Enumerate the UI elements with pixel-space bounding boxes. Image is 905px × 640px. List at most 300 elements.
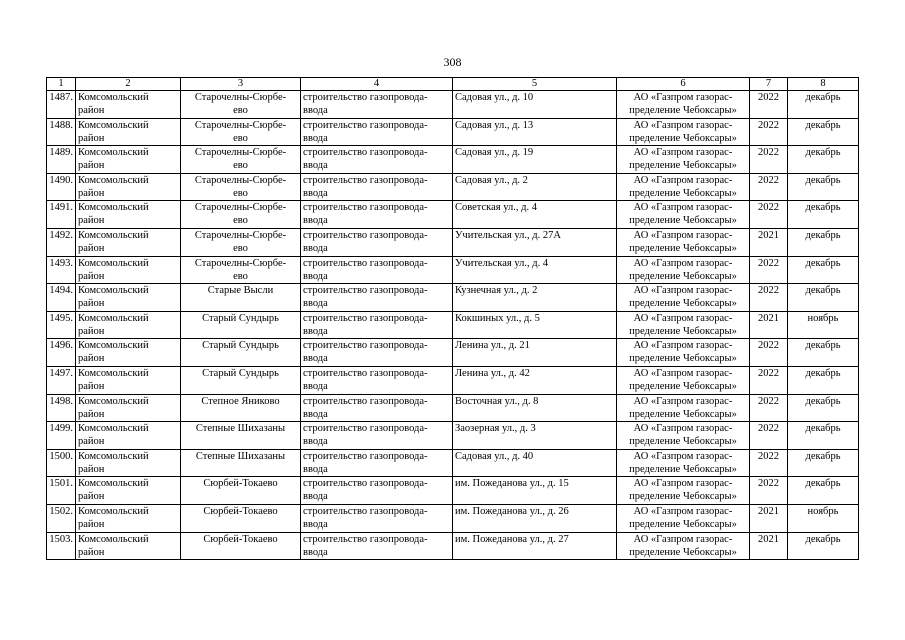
- address-cell: [453, 256, 617, 284]
- settlement-cell: [181, 477, 301, 505]
- row-number-cell: [47, 228, 76, 256]
- year-cell-line: 2022: [758, 147, 779, 159]
- column-header: 4: [301, 78, 453, 91]
- organization-cell: [617, 118, 750, 146]
- settlement-cell-line: ево: [233, 187, 248, 199]
- year-cell: [750, 146, 788, 174]
- district-cell: [76, 173, 181, 201]
- year-cell-line: 2021: [758, 229, 779, 241]
- row-number-cell-line: 1497.: [49, 367, 73, 379]
- year-cell-line: 2022: [758, 92, 779, 103]
- row-number-cell: [47, 201, 76, 229]
- address-cell: [453, 311, 617, 339]
- address-cell-line: Садовая ул., д. 2: [455, 174, 528, 186]
- month-cell-line: декабрь: [805, 340, 841, 352]
- settlement-cell-line: Старочелны-Сюрбе-: [194, 257, 287, 269]
- organization-cell-line: АО «Газпром газорас-: [633, 92, 733, 103]
- work-type-cell-line: ввода: [303, 463, 328, 475]
- month-cell-line: декабрь: [805, 367, 841, 379]
- organization-cell-line: пределение Чебоксары»: [629, 187, 737, 199]
- year-cell-line: 2022: [758, 202, 779, 214]
- district-cell-line: район: [78, 408, 105, 420]
- district-cell-line: район: [78, 518, 105, 530]
- table-row: [47, 91, 859, 119]
- district-cell-line: Комсомольский: [78, 533, 149, 545]
- work-type-cell: [301, 256, 453, 284]
- address-cell: [453, 118, 617, 146]
- district-cell-line: Комсомольский: [78, 423, 149, 435]
- work-type-cell-line: ввода: [303, 546, 328, 558]
- district-cell: [76, 201, 181, 229]
- district-cell: [76, 91, 181, 119]
- address-cell-line: Садовая ул., д. 19: [455, 147, 534, 159]
- settlement-cell-line: Сюрбей-Токаево: [203, 478, 278, 490]
- row-number-cell: [47, 146, 76, 174]
- district-cell-line: район: [78, 215, 105, 227]
- organization-cell: [617, 228, 750, 256]
- month-cell: [788, 173, 859, 201]
- organization-cell-line: пределение Чебоксары»: [629, 491, 737, 503]
- row-number-cell-line: 1503.: [49, 533, 73, 545]
- organization-cell-line: АО «Газпром газорас-: [633, 423, 733, 435]
- work-type-cell-line: строительство газопровода-: [303, 340, 428, 352]
- work-type-cell-line: строительство газопровода-: [303, 147, 428, 159]
- organization-cell: [617, 532, 750, 560]
- work-type-cell: [301, 477, 453, 505]
- district-cell: [76, 532, 181, 560]
- settlement-cell-line: Старочелны-Сюрбе-: [194, 119, 287, 131]
- address-cell-line: Ленина ул., д. 42: [455, 367, 530, 379]
- district-cell-line: район: [78, 380, 105, 392]
- year-cell-line: 2022: [758, 285, 779, 297]
- work-type-cell-line: ввода: [303, 436, 328, 448]
- month-cell-line: декабрь: [805, 92, 841, 103]
- month-cell-line: декабрь: [805, 147, 841, 159]
- settlement-cell: [181, 91, 301, 119]
- settlement-cell-line: Старый Сундырь: [202, 367, 279, 379]
- address-cell: [453, 146, 617, 174]
- settlement-cell-line: ево: [233, 160, 248, 172]
- organization-cell: [617, 146, 750, 174]
- organization-cell-line: АО «Газпром газорас-: [633, 285, 733, 297]
- address-cell: [453, 284, 617, 312]
- work-type-cell: [301, 422, 453, 450]
- district-cell-line: Комсомольский: [78, 174, 149, 186]
- month-cell-line: ноябрь: [807, 505, 839, 517]
- settlement-cell-line: Старочелны-Сюрбе-: [194, 147, 287, 159]
- organization-cell-line: пределение Чебоксары»: [629, 353, 737, 365]
- row-number-cell-line: 1490.: [49, 174, 73, 186]
- month-cell: [788, 201, 859, 229]
- organization-cell-line: АО «Газпром газорас-: [633, 450, 733, 462]
- settlement-cell: [181, 256, 301, 284]
- organization-cell-line: пределение Чебоксары»: [629, 270, 737, 282]
- district-cell-line: район: [78, 353, 105, 365]
- settlement-cell-line: Степные Шихазаны: [195, 450, 286, 462]
- organization-cell-line: АО «Газпром газорас-: [633, 340, 733, 352]
- month-cell: [788, 284, 859, 312]
- address-cell-line: Учительская ул., д. 4: [455, 257, 549, 269]
- settlement-cell: [181, 146, 301, 174]
- settlement-cell-line: Степное Яниково: [201, 395, 280, 407]
- work-type-cell: [301, 173, 453, 201]
- row-number-cell: [47, 91, 76, 119]
- year-cell-line: 2022: [758, 450, 779, 462]
- work-type-cell: [301, 394, 453, 422]
- year-cell: [750, 449, 788, 477]
- settlement-cell-line: ево: [233, 215, 248, 227]
- district-cell: [76, 504, 181, 532]
- month-cell: [788, 532, 859, 560]
- organization-cell-line: АО «Газпром газорас-: [633, 119, 733, 131]
- row-number-cell-line: 1495.: [49, 312, 73, 324]
- table-row: [47, 146, 859, 174]
- address-cell-line: Восточная ул., д. 8: [455, 395, 539, 407]
- work-type-cell-line: ввода: [303, 132, 328, 144]
- district-cell-line: Комсомольский: [78, 340, 149, 352]
- year-cell-line: 2022: [758, 367, 779, 379]
- work-type-cell-line: ввода: [303, 105, 328, 116]
- year-cell: [750, 173, 788, 201]
- settlement-cell: [181, 422, 301, 450]
- table-row: [47, 256, 859, 284]
- year-cell-line: 2021: [758, 505, 779, 517]
- year-cell: [750, 201, 788, 229]
- district-cell-line: Комсомольский: [78, 257, 149, 269]
- organization-cell-line: пределение Чебоксары»: [629, 160, 737, 172]
- row-number-cell: [47, 449, 76, 477]
- table-row: [47, 477, 859, 505]
- settlement-cell: [181, 394, 301, 422]
- district-cell-line: район: [78, 325, 105, 337]
- organization-cell-line: АО «Газпром газорас-: [633, 229, 733, 241]
- column-header: 6: [617, 78, 750, 91]
- column-header: 5: [453, 78, 617, 91]
- address-cell-line: Учительская ул., д. 27А: [455, 229, 561, 241]
- month-cell-line: декабрь: [805, 450, 841, 462]
- work-type-cell-line: строительство газопровода-: [303, 119, 428, 131]
- organization-cell-line: АО «Газпром газорас-: [633, 202, 733, 214]
- month-cell-line: декабрь: [805, 423, 841, 435]
- work-type-cell: [301, 118, 453, 146]
- row-number-cell-line: 1500.: [49, 450, 73, 462]
- address-cell-line: Садовая ул., д. 13: [455, 119, 534, 131]
- settlement-cell: [181, 339, 301, 367]
- work-type-cell-line: строительство газопровода-: [303, 174, 428, 186]
- settlement-cell-line: ево: [233, 105, 248, 116]
- organization-cell: [617, 284, 750, 312]
- settlement-cell: [181, 201, 301, 229]
- row-number-cell: [47, 173, 76, 201]
- row-number-cell: [47, 394, 76, 422]
- year-cell-line: 2022: [758, 340, 779, 352]
- work-type-cell: [301, 366, 453, 394]
- address-cell: [453, 449, 617, 477]
- settlement-cell-line: Старые Высли: [207, 285, 274, 297]
- table-row: [47, 284, 859, 312]
- address-cell-line: им. Пожеданова ул., д. 15: [455, 478, 569, 490]
- month-cell-line: декабрь: [805, 202, 841, 214]
- year-cell-line: 2021: [758, 312, 779, 324]
- settlement-cell-line: Старочелны-Сюрбе-: [194, 229, 287, 241]
- work-type-cell-line: ввода: [303, 187, 328, 199]
- district-cell: [76, 228, 181, 256]
- settlement-cell: [181, 532, 301, 560]
- work-type-cell-line: строительство газопровода-: [303, 285, 428, 297]
- organization-cell: [617, 449, 750, 477]
- work-type-cell-line: строительство газопровода-: [303, 450, 428, 462]
- table-row: [47, 311, 859, 339]
- district-cell: [76, 256, 181, 284]
- settlement-cell-line: Старочелны-Сюрбе-: [194, 92, 287, 103]
- district-cell-line: район: [78, 187, 105, 199]
- district-cell-line: Комсомольский: [78, 450, 149, 462]
- organization-cell-line: пределение Чебоксары»: [629, 546, 737, 558]
- table-row: [47, 422, 859, 450]
- table-row: [47, 228, 859, 256]
- organization-cell-line: АО «Газпром газорас-: [633, 478, 733, 490]
- address-cell-line: им. Пожеданова ул., д. 26: [455, 505, 569, 517]
- district-cell-line: Комсомольский: [78, 478, 149, 490]
- table-row: [47, 366, 859, 394]
- work-type-cell: [301, 146, 453, 174]
- settlement-cell: [181, 228, 301, 256]
- district-cell: [76, 394, 181, 422]
- gas-pipeline-registry-table: [46, 77, 859, 560]
- year-cell: [750, 228, 788, 256]
- month-cell: [788, 118, 859, 146]
- address-cell-line: им. Пожеданова ул., д. 27: [455, 533, 569, 545]
- organization-cell: [617, 173, 750, 201]
- settlement-cell-line: Старый Сундырь: [202, 312, 279, 324]
- address-cell: [453, 228, 617, 256]
- month-cell: [788, 228, 859, 256]
- district-cell: [76, 311, 181, 339]
- organization-cell: [617, 394, 750, 422]
- district-cell-line: район: [78, 463, 105, 475]
- settlement-cell-line: ево: [233, 270, 248, 282]
- organization-cell-line: пределение Чебоксары»: [629, 380, 737, 392]
- organization-cell-line: пределение Чебоксары»: [629, 132, 737, 144]
- address-cell: [453, 201, 617, 229]
- year-cell: [750, 311, 788, 339]
- year-cell: [750, 256, 788, 284]
- organization-cell: [617, 201, 750, 229]
- month-cell-line: ноябрь: [807, 312, 839, 324]
- work-type-cell-line: строительство газопровода-: [303, 367, 428, 379]
- organization-cell: [617, 339, 750, 367]
- work-type-cell: [301, 311, 453, 339]
- organization-cell-line: АО «Газпром газорас-: [633, 257, 733, 269]
- address-cell: [453, 394, 617, 422]
- work-type-cell-line: ввода: [303, 491, 328, 503]
- work-type-cell-line: строительство газопровода-: [303, 533, 428, 545]
- table-row: [47, 449, 859, 477]
- month-cell-line: декабрь: [805, 229, 841, 241]
- work-type-cell-line: ввода: [303, 408, 328, 420]
- organization-cell-line: АО «Газпром газорас-: [633, 395, 733, 407]
- row-number-cell: [47, 256, 76, 284]
- month-cell: [788, 91, 859, 119]
- organization-cell-line: пределение Чебоксары»: [629, 242, 737, 254]
- row-number-cell: [47, 311, 76, 339]
- table-row: [47, 532, 859, 560]
- work-type-cell: [301, 201, 453, 229]
- settlement-cell-line: ево: [233, 132, 248, 144]
- year-cell: [750, 532, 788, 560]
- year-cell: [750, 394, 788, 422]
- address-cell-line: Садовая ул., д. 10: [455, 92, 534, 103]
- year-cell-line: 2022: [758, 478, 779, 490]
- work-type-cell-line: ввода: [303, 215, 328, 227]
- organization-cell-line: АО «Газпром газорас-: [633, 174, 733, 186]
- organization-cell-line: пределение Чебоксары»: [629, 436, 737, 448]
- address-cell: [453, 477, 617, 505]
- address-cell-line: Садовая ул., д. 40: [455, 450, 534, 462]
- month-cell: [788, 256, 859, 284]
- district-cell-line: район: [78, 298, 105, 310]
- organization-cell-line: пределение Чебоксары»: [629, 105, 737, 116]
- work-type-cell-line: строительство газопровода-: [303, 202, 428, 214]
- year-cell: [750, 91, 788, 119]
- address-cell: [453, 91, 617, 119]
- address-cell: [453, 173, 617, 201]
- district-cell: [76, 284, 181, 312]
- settlement-cell-line: Сюрбей-Токаево: [203, 505, 278, 517]
- district-cell-line: Комсомольский: [78, 147, 149, 159]
- district-cell-line: Комсомольский: [78, 229, 149, 241]
- address-cell: [453, 366, 617, 394]
- row-number-cell: [47, 532, 76, 560]
- work-type-cell-line: строительство газопровода-: [303, 257, 428, 269]
- row-number-cell: [47, 422, 76, 450]
- organization-cell: [617, 477, 750, 505]
- district-cell-line: Комсомольский: [78, 285, 149, 297]
- row-number-cell: [47, 504, 76, 532]
- row-number-cell-line: 1488.: [49, 119, 73, 131]
- district-cell-line: Комсомольский: [78, 395, 149, 407]
- month-cell-line: декабрь: [805, 533, 841, 545]
- district-cell-line: Комсомольский: [78, 119, 149, 131]
- settlement-cell-line: Сюрбей-Токаево: [203, 533, 278, 545]
- year-cell-line: 2021: [758, 533, 779, 545]
- year-cell-line: 2022: [758, 174, 779, 186]
- organization-cell-line: пределение Чебоксары»: [629, 463, 737, 475]
- row-number-cell-line: 1501.: [49, 478, 73, 490]
- district-cell: [76, 118, 181, 146]
- column-header: 1: [47, 78, 76, 91]
- district-cell-line: район: [78, 132, 105, 144]
- district-cell: [76, 339, 181, 367]
- settlement-cell: [181, 284, 301, 312]
- organization-cell-line: АО «Газпром газорас-: [633, 147, 733, 159]
- district-cell: [76, 146, 181, 174]
- month-cell: [788, 394, 859, 422]
- month-cell-line: декабрь: [805, 257, 841, 269]
- year-cell-line: 2022: [758, 119, 779, 131]
- address-cell: [453, 339, 617, 367]
- month-cell-line: декабрь: [805, 478, 841, 490]
- table-row: [47, 339, 859, 367]
- page-number: 308: [443, 55, 462, 69]
- row-number-cell: [47, 284, 76, 312]
- table-row: [47, 394, 859, 422]
- settlement-cell-line: Старочелны-Сюрбе-: [194, 202, 287, 214]
- organization-cell-line: пределение Чебоксары»: [629, 518, 737, 530]
- column-header: 8: [788, 78, 859, 91]
- settlement-cell-line: Степные Шихазаны: [195, 423, 286, 435]
- work-type-cell-line: ввода: [303, 325, 328, 337]
- work-type-cell-line: ввода: [303, 242, 328, 254]
- organization-cell-line: АО «Газпром газорас-: [633, 367, 733, 379]
- work-type-cell-line: строительство газопровода-: [303, 92, 428, 103]
- year-cell: [750, 504, 788, 532]
- organization-cell-line: АО «Газпром газорас-: [633, 312, 733, 324]
- organization-cell-line: пределение Чебоксары»: [629, 298, 737, 310]
- work-type-cell: [301, 284, 453, 312]
- district-cell-line: район: [78, 270, 105, 282]
- district-cell-line: район: [78, 160, 105, 172]
- district-cell-line: Комсомольский: [78, 505, 149, 517]
- row-number-cell: [47, 477, 76, 505]
- organization-cell-line: АО «Газпром газорас-: [633, 505, 733, 517]
- address-cell: [453, 422, 617, 450]
- work-type-cell-line: строительство газопровода-: [303, 229, 428, 241]
- work-type-cell-line: строительство газопровода-: [303, 505, 428, 517]
- row-number-cell-line: 1489.: [49, 147, 73, 159]
- year-cell: [750, 422, 788, 450]
- organization-cell: [617, 504, 750, 532]
- row-number-cell-line: 1487.: [49, 92, 73, 103]
- address-cell: [453, 504, 617, 532]
- work-type-cell-line: строительство газопровода-: [303, 478, 428, 490]
- month-cell: [788, 504, 859, 532]
- year-cell-line: 2022: [758, 257, 779, 269]
- column-number-row: [47, 78, 859, 91]
- year-cell-line: 2022: [758, 423, 779, 435]
- row-number-cell-line: 1498.: [49, 395, 73, 407]
- row-number-cell-line: 1499.: [49, 423, 73, 435]
- work-type-cell-line: ввода: [303, 518, 328, 530]
- work-type-cell: [301, 228, 453, 256]
- settlement-cell-line: ево: [233, 242, 248, 254]
- work-type-cell: [301, 339, 453, 367]
- organization-cell: [617, 366, 750, 394]
- address-cell-line: Ленина ул., д. 21: [455, 340, 530, 352]
- work-type-cell: [301, 504, 453, 532]
- district-cell-line: район: [78, 436, 105, 448]
- work-type-cell-line: ввода: [303, 270, 328, 282]
- district-cell-line: Комсомольский: [78, 312, 149, 324]
- district-cell: [76, 449, 181, 477]
- settlement-cell: [181, 366, 301, 394]
- settlement-cell: [181, 118, 301, 146]
- table-row: [47, 118, 859, 146]
- year-cell: [750, 284, 788, 312]
- column-header: 7: [750, 78, 788, 91]
- settlement-cell-line: Старый Сундырь: [202, 340, 279, 352]
- settlement-cell: [181, 173, 301, 201]
- year-cell: [750, 118, 788, 146]
- work-type-cell-line: ввода: [303, 353, 328, 365]
- month-cell-line: декабрь: [805, 174, 841, 186]
- row-number-cell-line: 1493.: [49, 257, 73, 269]
- district-cell-line: район: [78, 546, 105, 558]
- year-cell-line: 2022: [758, 395, 779, 407]
- settlement-cell-line: Старочелны-Сюрбе-: [194, 174, 287, 186]
- organization-cell: [617, 311, 750, 339]
- district-cell-line: район: [78, 105, 105, 116]
